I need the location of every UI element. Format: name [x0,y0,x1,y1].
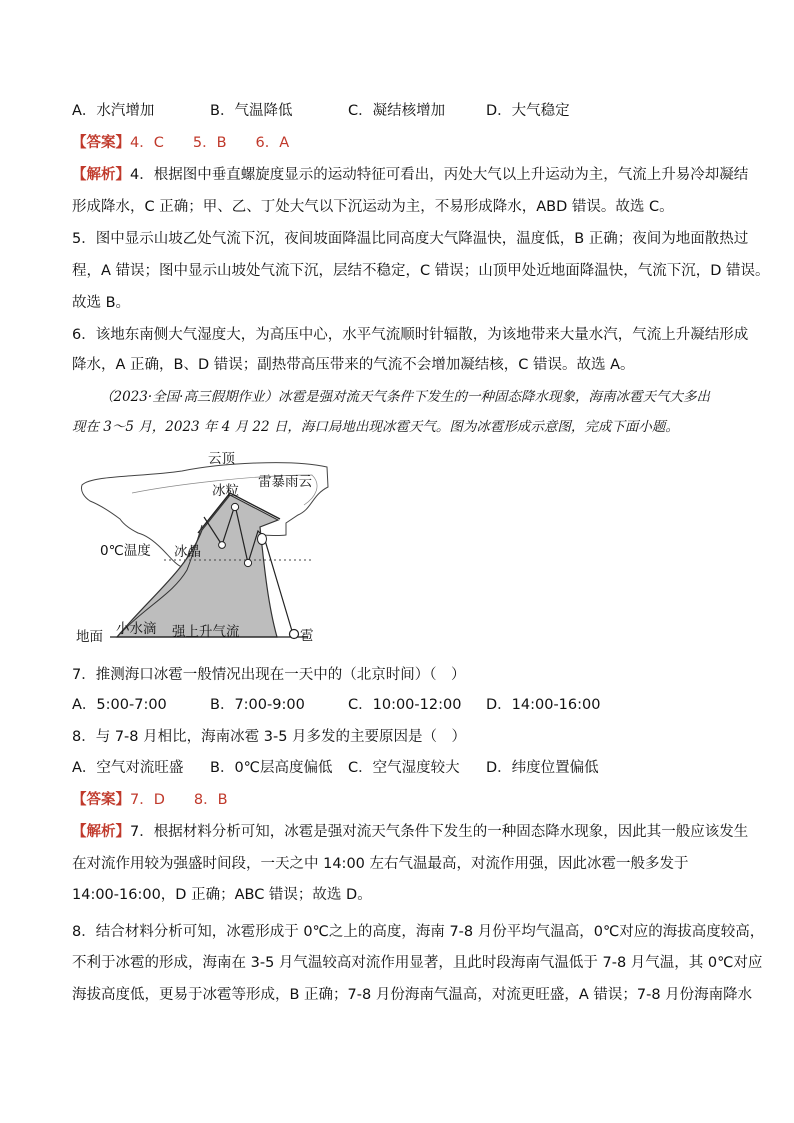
hailstone-dot [290,630,299,639]
label-hail: 雹 [300,628,314,644]
label-ground: 地面 [76,629,103,645]
analysis-line: 14:00-16:00，D 正确；ABC 错误；故选 D。 [72,887,372,903]
analysis-tag: 【解析】 [72,167,130,183]
intro-line: （2023·全国·高三假期作业）冰雹是强对流天气条件下发生的一种固态降水现象，海南冰雹天气大多出 [100,389,710,405]
analysis-line: 6．该地东南侧大气湿度大，为高压中心，水平气流顺时针辐散，为该地带来大量水汽，气流上升凝结形成 [72,327,749,343]
ice-particle-dot [231,503,238,510]
analysis-line: 在对流作用较为强盛时间段，一天之中 14:00 左右气温最高，对流作用强，因此冰雹一般多发于 [72,856,689,872]
answer-tag: 【答案】 [72,135,130,151]
ice-particle-dot [244,559,251,566]
label-cloud-top: 云顶 [208,451,235,467]
q8-option-d: D．纬度位置偏低 [486,760,599,776]
ice-particle-dot [219,542,226,549]
analysis-line: 不利于冰雹的形成，海南在 3-5 月气温较高对流作用显著，且此时段海南气温低于 7-8 月气温，其 0℃对应 [72,955,763,971]
ice-particle-dot [258,534,267,545]
analysis-line: 故选 B。 [72,295,131,311]
q7-stem: 7．推测海口冰雹一般情况出现在一天中的（北京时间）（ ） [72,667,466,683]
updraft-region [117,495,278,637]
q8-stem: 8．与 7-8 月相比，海南冰雹 3-5 月多发的主要原因是（ ） [72,729,467,745]
analysis-text: 4．根据图中垂直螺旋度显示的运动特征可看出，丙处大气以上升运动为主，气流上升易冷却凝结 [130,167,749,183]
analysis-line: 8．结合材料分析可知，冰雹形成于 0℃之上的高度，海南 7-8 月份平均气温高，0℃对应的海拔高度较高， [72,924,765,940]
answer-tag: 【答案】 [72,792,130,808]
q7-option-b: B．7:00-9:00 [210,697,305,713]
q8-option-c: C．空气湿度较大 [348,760,460,776]
option-a: A．水汽增加 [72,103,155,119]
analysis-line: 形成降水，C 正确；甲、乙、丁处大气以下沉运动为主，不易形成降水，ABD 错误。故选 C。 [72,199,674,215]
hail-formation-diagram [72,445,332,650]
label-ice-particle: 冰粒 [212,483,239,499]
label-updraft: 强上升气流 [172,624,240,640]
analysis-line [72,165,748,185]
intro-line: 现在 3～5 月，2023 年 4 月 22 日，海口局地出现冰雹天气。图为冰雹形成示意图，完成下面小题。 [72,419,679,435]
analysis-tag: 【解析】 [72,824,130,840]
option-b: B．气温降低 [210,103,293,119]
analysis-line: 降水，A 正确，B、D 错误；副热带高压带来的气流不会增加凝结核，C 错误。故选 A。 [72,357,635,373]
analysis-line: 程，A 错误；图中显示山坡处气流下沉，层结不稳定，C 错误；山顶甲处近地面降温快，气流下沉，D 错误。 [72,263,770,279]
answer-line-4-6 [72,133,289,153]
answer-line-7-8 [72,790,228,810]
analysis-line: 5．图中显示山坡乙处气流下沉，夜间坡面降温比同高度大气降温快，温度低，B 正确；夜间为地面散热过 [72,231,749,247]
answer-text: 7．D 8．B [130,792,228,808]
option-c: C．凝结核增加 [348,103,446,119]
analysis-text: 7．根据材料分析可知，冰雹是强对流天气条件下发生的一种固态降水现象，因此其一般应该发生 [130,824,749,840]
option-d: D．大气稳定 [486,103,570,119]
label-ice-crystal: 冰晶 [174,544,201,560]
q7-option-c: C．10:00-12:00 [348,697,462,713]
analysis-line: 海拔高度低，更易于冰雹等形成，B 正确；7-8 月份海南气温高，对流更旺盛，A 错误；7-8 月份海南降水 [72,987,753,1003]
analysis-line [72,822,748,842]
q8-option-b: B．0℃层高度偏低 [210,760,333,776]
label-storm-cloud: 雷暴雨云 [258,474,312,490]
label-droplet: 小水滴 [116,621,157,637]
q7-option-d: D．14:00-16:00 [486,697,601,713]
q7-option-a: A．5:00-7:00 [72,697,167,713]
answer-text: 4．C 5．B 6．A [130,135,290,151]
label-zero-temp: 0℃温度 [100,543,151,559]
q8-option-a: A．空气对流旺盛 [72,760,184,776]
